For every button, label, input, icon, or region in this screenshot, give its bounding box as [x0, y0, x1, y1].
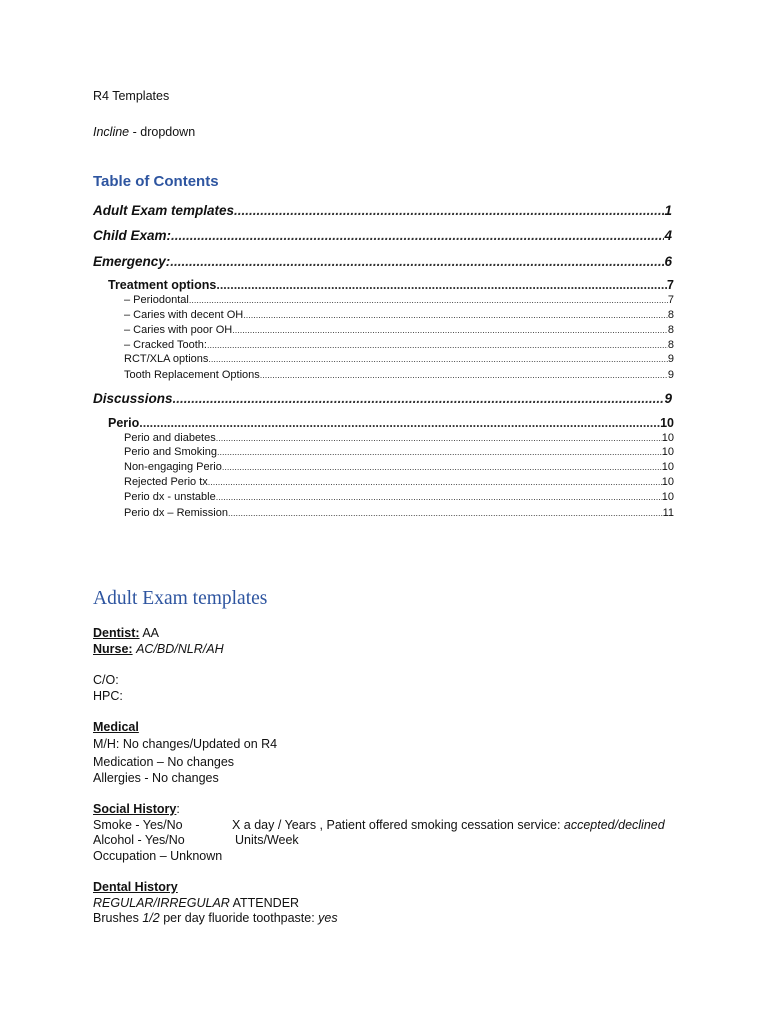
dentist-label: Dentist: [93, 626, 140, 640]
section-heading: Adult Exam templates [93, 588, 268, 609]
brushes-line [93, 911, 338, 926]
toc-entry-perio-diabetes[interactable]: Perio and diabetes ..... 10 [124, 432, 674, 444]
dental-history-heading: Dental History [93, 880, 178, 894]
doc-title: R4 Templates [93, 89, 170, 103]
brushes-frequency: 1/2 [142, 911, 160, 925]
brushes-prefix: Brushes [93, 911, 143, 925]
toc-entry-non-engaging-perio[interactable]: Non-engaging Perio ..... 10 [124, 461, 674, 473]
attender-rest: ATTENDER [229, 896, 300, 910]
nurse-value: AC/BD/NLR/AH [136, 642, 224, 656]
dentist-value: AA [139, 626, 159, 640]
mh-line: M/H: No changes/Updated on R4 [93, 737, 278, 751]
toc-entry-emergency[interactable]: Emergency: ..... 6 [93, 254, 672, 269]
smoke-choice: accepted/declined [563, 818, 665, 832]
fluoride-answer: yes [318, 911, 338, 925]
allergies-line: Allergies - No changes [93, 771, 219, 785]
toc-entry-rct-xla[interactable]: RCT/XLA options ..... 9 [124, 353, 674, 365]
medical-heading: Medical [93, 720, 139, 734]
incline-rest: - dropdown [129, 125, 196, 139]
toc-entry-cracked-tooth[interactable]: – Cracked Tooth: ..... 8 [124, 339, 674, 351]
social-history-line [93, 802, 180, 817]
social-colon: : [176, 802, 180, 816]
incline-line [93, 125, 195, 140]
smoke-label: Smoke - Yes/No [93, 818, 183, 832]
toc-entry-caries-poor-oh[interactable]: – Caries with poor OH ..... 8 [124, 324, 674, 336]
toc-entry-caries-decent-oh[interactable]: – Caries with decent OH ..... 8 [124, 309, 674, 321]
nurse-label: Nurse: [93, 642, 133, 656]
toc-entry-rejected-perio[interactable]: Rejected Perio tx ..... 10 [124, 476, 674, 488]
toc-entry-treatment-options[interactable]: Treatment options ..... 7 [108, 278, 674, 292]
smoke-detail-line [232, 818, 665, 833]
smoke-detail: X a day / Years , Patient offered smoking cessation service: [232, 818, 564, 832]
toc-heading: Table of Contents [93, 173, 219, 190]
toc-entry-perio[interactable]: Perio ..... 10 [108, 416, 674, 430]
nurse-line [93, 642, 224, 657]
hpc-line: HPC: [93, 689, 123, 703]
alcohol-label: Alcohol - Yes/No [93, 833, 185, 847]
social-heading: Social History [93, 802, 177, 816]
medication-line: Medication – No changes [93, 755, 235, 769]
co-line: C/O: [93, 673, 119, 687]
smoke-line [93, 818, 183, 833]
toc-entry-perio-unstable[interactable]: Perio dx - unstable ..... 10 [124, 491, 674, 503]
toc-entry-adult-exam[interactable]: Adult Exam templates ..... 1 [93, 203, 672, 218]
toc-entry-periodontal[interactable]: – Periodontal ..... 7 [124, 294, 674, 306]
brushes-middle: per day fluoride toothpaste: [159, 911, 319, 925]
toc-entry-tooth-replacement[interactable]: Tooth Replacement Options ..... 9 [124, 369, 674, 381]
toc-entry-perio-smoking[interactable]: Perio and Smoking ..... 10 [124, 446, 674, 458]
dentist-line [93, 626, 159, 641]
attender-status: REGULAR/IRREGULAR [93, 896, 230, 910]
attender-line [93, 896, 299, 911]
toc-entry-child-exam[interactable]: Child Exam: ..... 4 [93, 228, 672, 243]
toc-entry-perio-remission[interactable]: Perio dx – Remission ..... 11 [124, 507, 674, 519]
toc-entry-discussions[interactable]: Discussions ..... 9 [93, 391, 672, 406]
occupation-line: Occupation – Unknown [93, 849, 223, 863]
alcohol-detail: Units/Week [235, 833, 299, 847]
incline-label: Incline [93, 125, 130, 139]
